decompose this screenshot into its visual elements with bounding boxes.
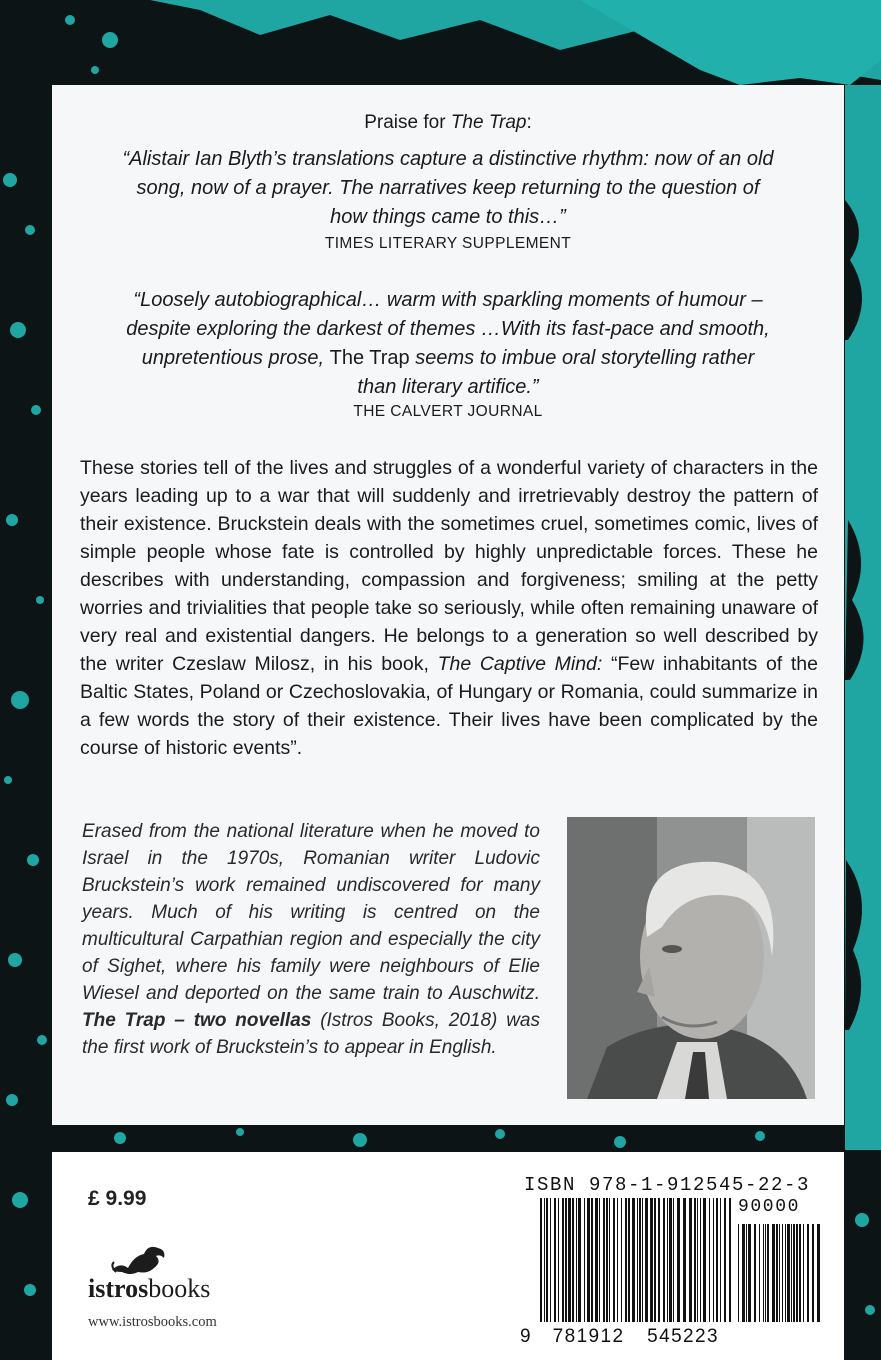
barcode-addon-bar — [763, 1224, 764, 1322]
barcode-bar — [584, 1198, 585, 1322]
barcode-bar — [720, 1198, 721, 1322]
barcode-bar — [595, 1198, 598, 1322]
review-quote-tls: “Alistair Ian Blyth’s translations capture a distinctive rhythm: now of an old song, now of a prayer. The narratives keep returning to the question of how things came to this…” — [122, 148, 774, 228]
barcode-bar — [703, 1198, 706, 1322]
barcode-addon-bar — [791, 1224, 792, 1322]
barcode-bar — [713, 1198, 714, 1322]
review-source-calvert: THE CALVERT JOURNAL — [353, 403, 543, 420]
review-source-tls: TIMES LITERARY SUPPLEMENT — [324, 235, 572, 252]
barcode-addon-bar — [785, 1224, 786, 1322]
barcode-bar — [568, 1198, 571, 1322]
barcode-addon-bar — [807, 1224, 809, 1322]
barcode-addon-bar — [759, 1224, 760, 1322]
barcode-addon-bar — [746, 1224, 747, 1322]
barcode-bar — [609, 1198, 610, 1322]
barcode-bar — [632, 1198, 635, 1322]
barcode-left-group: 781912 — [552, 1326, 625, 1347]
barcode-addon-bar — [779, 1224, 780, 1322]
barcode-digits — [520, 1326, 719, 1348]
barcode-addon-bar — [767, 1224, 769, 1322]
publisher-logo: istrosbooks — [88, 1274, 211, 1303]
barcode-bar — [554, 1198, 556, 1322]
barcode-addon-bar — [799, 1224, 801, 1322]
barcode-bar — [663, 1198, 665, 1322]
barcode-bar — [639, 1198, 641, 1322]
barcode-bar — [637, 1198, 638, 1322]
barcode-bar — [546, 1198, 548, 1322]
barcode-addon-bar — [738, 1224, 739, 1322]
barcode-bar — [565, 1198, 567, 1322]
barcode-bar — [716, 1198, 718, 1322]
barcode-bar — [669, 1198, 672, 1322]
barcode-first-digit: 9 — [520, 1326, 532, 1347]
barcode-addon-bar — [793, 1224, 795, 1322]
barcode-addon-bar — [765, 1224, 766, 1322]
barcode-addon-bar — [787, 1224, 790, 1322]
barcode-bar — [621, 1198, 622, 1322]
author-bio: Erased from the national literature when he moved to Israel in the 1970s, Romanian writer Ludovic Bruckstein’s work remained undiscovered for many years. Much of his writing is centred on the multicultural Carpathian region and especially the city of Sighet, where his family were neighbours of Elie Wiesel and deported on the same train to Auschwitz. The Trap – two novellas (Istros Books, 2018) was the first work of Bruckstein’s to appear in English. — [82, 821, 540, 1058]
barcode-bar — [650, 1198, 653, 1322]
barcode-bar — [667, 1198, 668, 1322]
author-photo — [567, 817, 815, 1099]
barcode-bar — [658, 1198, 660, 1322]
barcode-bar — [578, 1198, 581, 1322]
barcode-addon-code: 90000 — [738, 1197, 801, 1217]
back-cover-footer — [52, 1152, 844, 1360]
barcode-bar — [628, 1198, 630, 1322]
barcode-bar — [700, 1198, 701, 1322]
blurb-panel — [52, 85, 844, 1125]
barcode-addon-bar — [754, 1224, 756, 1322]
praise-heading: Praise for The Trap: — [364, 112, 532, 133]
seahorse-icon — [108, 1242, 174, 1276]
barcode-addon-bar — [796, 1224, 798, 1322]
review-quote-calvert: “Loosely autobiographical… warm with sparkling moments of humour – despite exploring the darkest of themes …With its fast-pace and smooth, unpretentious prose, The Trap seems to imbue oral storytelling rather than literary artifice.” — [126, 289, 770, 398]
barcode-addon-bar — [742, 1224, 745, 1322]
barcode-bar — [587, 1198, 590, 1322]
barcode-addon-bar — [776, 1224, 778, 1322]
barcode-bar — [645, 1198, 648, 1322]
barcode-bar — [576, 1198, 577, 1322]
barcode-bar — [591, 1198, 593, 1322]
barcode-addon-bar — [803, 1224, 804, 1322]
barcode-bar — [697, 1198, 698, 1322]
barcode-addon-bar — [817, 1224, 820, 1322]
publisher-website: www.istrosbooks.com — [88, 1314, 217, 1330]
barcode-bar — [562, 1198, 564, 1322]
barcode-bar — [654, 1198, 656, 1322]
barcode-bar — [677, 1198, 680, 1322]
barcode-bar — [572, 1198, 574, 1322]
book-description: These stories tell of the lives and struggles of a wonderful variety of characters in the years leading up to a war that will suddenly and irretrievably destroy the pattern of their existence. Bruckstein deals with the sometimes cruel, sometimes comic, lives of simple people whose fate is controlled by highly unpredictable forces. These he describes with understanding, compassion and forgiveness; smiling at the petty worries and trivialities that people take so seriously, while often remaining unaware of very real and existential dangers. He belongs to a generation so well described by the writer Czeslaw Milosz, in his book, The Captive Mind: “Few inhabitants of the Baltic States, Poland or Czechoslovakia, of Hungary or Romania, could summarize in a few words the story of their existence. Their lives have been complicated by the course of historic events”. — [80, 457, 818, 759]
barcode-bar — [617, 1198, 618, 1322]
price-label: £ 9.99 — [88, 1187, 147, 1210]
barcode-right-group: 545223 — [647, 1326, 719, 1347]
barcode-bar — [550, 1198, 551, 1322]
barcode-bar — [603, 1198, 605, 1322]
barcode-bar — [694, 1198, 696, 1322]
barcode-bar — [613, 1198, 615, 1322]
barcode-bar — [673, 1198, 674, 1322]
barcode-bar — [540, 1198, 542, 1322]
barcode-addon-bar — [748, 1224, 751, 1322]
barcode-bar — [724, 1198, 726, 1322]
barcode-addon-bar — [782, 1224, 783, 1322]
barcode-addon-bar — [772, 1224, 775, 1322]
barcode-bar — [544, 1198, 545, 1322]
barcode-bar — [625, 1198, 627, 1322]
isbn-label: ISBN 978-1-912545-22-3 — [524, 1174, 811, 1196]
isbn-barcode — [540, 1198, 820, 1330]
barcode-bar — [683, 1198, 686, 1322]
barcode-bar — [729, 1198, 731, 1322]
barcode-bar — [599, 1198, 600, 1322]
barcode-bar — [689, 1198, 692, 1322]
barcode-bar — [642, 1198, 643, 1322]
barcode-bar — [558, 1198, 559, 1322]
barcode-bar — [606, 1198, 608, 1322]
barcode-bar — [709, 1198, 710, 1322]
barcode-addon-bar — [812, 1224, 814, 1322]
